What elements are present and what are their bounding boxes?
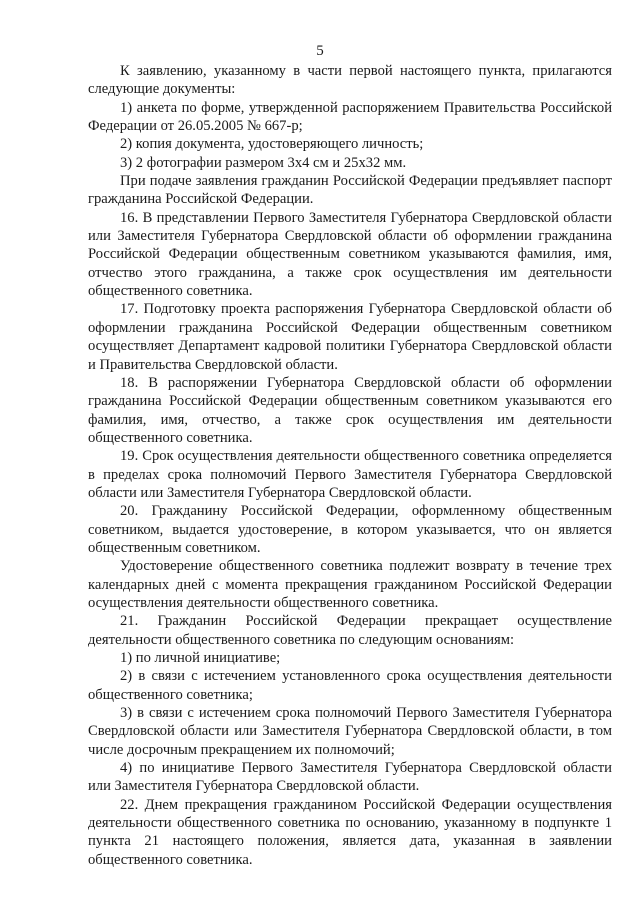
paragraph-clause-17: 17. Подготовку проекта распоряжения Губернатора Свердловской области об оформлении гражданина Российской Федерации общественным советником осуществляет Департамент кадровой политики Губернатора Свердловской области и Правительства Свердловской области.: [88, 301, 612, 373]
paragraph-attachments-intro: К заявлению, указанному в части первой настоящего пункта, прилагаются следующие документы:: [88, 63, 612, 98]
paragraph-ground-4: 4) по инициативе Первого Заместителя Губернатора Свердловской области или Заместителя Губернатора Свердловской области.: [88, 760, 612, 795]
paragraph-passport: При подаче заявления гражданин Российской Федерации предъявляет паспорт гражданина Российской Федерации.: [88, 173, 612, 208]
paragraph-certificate-return: Удостоверение общественного советника подлежит возврату в течение трех календарных дней с момента прекращения гражданином Российской Федерации осуществления деятельности общественного советника.: [88, 558, 612, 611]
paragraph-item-3-photos: 3) 2 фотографии размером 3x4 см и 25x32 мм.: [120, 154, 407, 171]
paragraph-ground-3: 3) в связи с истечением срока полномочий Первого Заместителя Губернатора Свердловской области или Заместителя Губернатора Свердловской области, в том числе досрочным прекращением их полномочий;: [88, 705, 612, 758]
paragraph-clause-22: 22. Днем прекращения гражданином Российской Федерации осуществления деятельности общественного советника по основанию, указанному в подпункте 1 пункта 21 настоящего положения, является дата, указанная в заявлении общественного советника.: [88, 796, 612, 868]
paragraph-clause-21: 21. Гражданин Российской Федерации прекращает осуществление деятельности общественного советника по следующим основаниям:: [88, 613, 612, 648]
paragraph-ground-1: 1) по личной инициативе;: [120, 650, 281, 666]
paragraph-clause-18: 18. В распоряжении Губернатора Свердловской области об оформлении гражданина Российской Федерации общественным советником указываются его фамилия, имя, отчество, а также срок осуществления им деятельности общественного советника.: [88, 374, 612, 446]
paragraph-ground-2: 2) в связи с истечением установленного срока осуществления деятельности общественного советника;: [88, 668, 612, 703]
document-body: [88, 62, 612, 869]
paragraph-clause-20: 20. Гражданину Российской Федерации, оформленному общественным советником, выдается удостоверение, в котором указывается, что он является общественным советником.: [88, 503, 612, 556]
paragraph-item-1-questionnaire: 1) анкета по форме, утвержденной распоряжением Правительства Российской Федерации от 26.05.2005 № 667-р;: [88, 99, 612, 135]
page-number: 5: [316, 43, 324, 59]
paragraph-item-2-id-copy: 2) копия документа, удостоверяющего личность;: [120, 136, 424, 153]
paragraph-clause-16: 16. В представлении Первого Заместителя Губернатора Свердловской области или Заместителя Губернатора Свердловской области об оформлении гражданина Российской Федерации общественным советником указываются фамилия, имя, отчество этого гражданина, а также срок осуществления им деятельности общественного советника.: [88, 209, 612, 300]
paragraph-clause-19: 19. Срок осуществления деятельности общественного советника определяется в пределах срока полномочий Первого Заместителя Губернатора Свердловской области или Заместителя Губернатора Свердловской области.: [88, 448, 612, 501]
